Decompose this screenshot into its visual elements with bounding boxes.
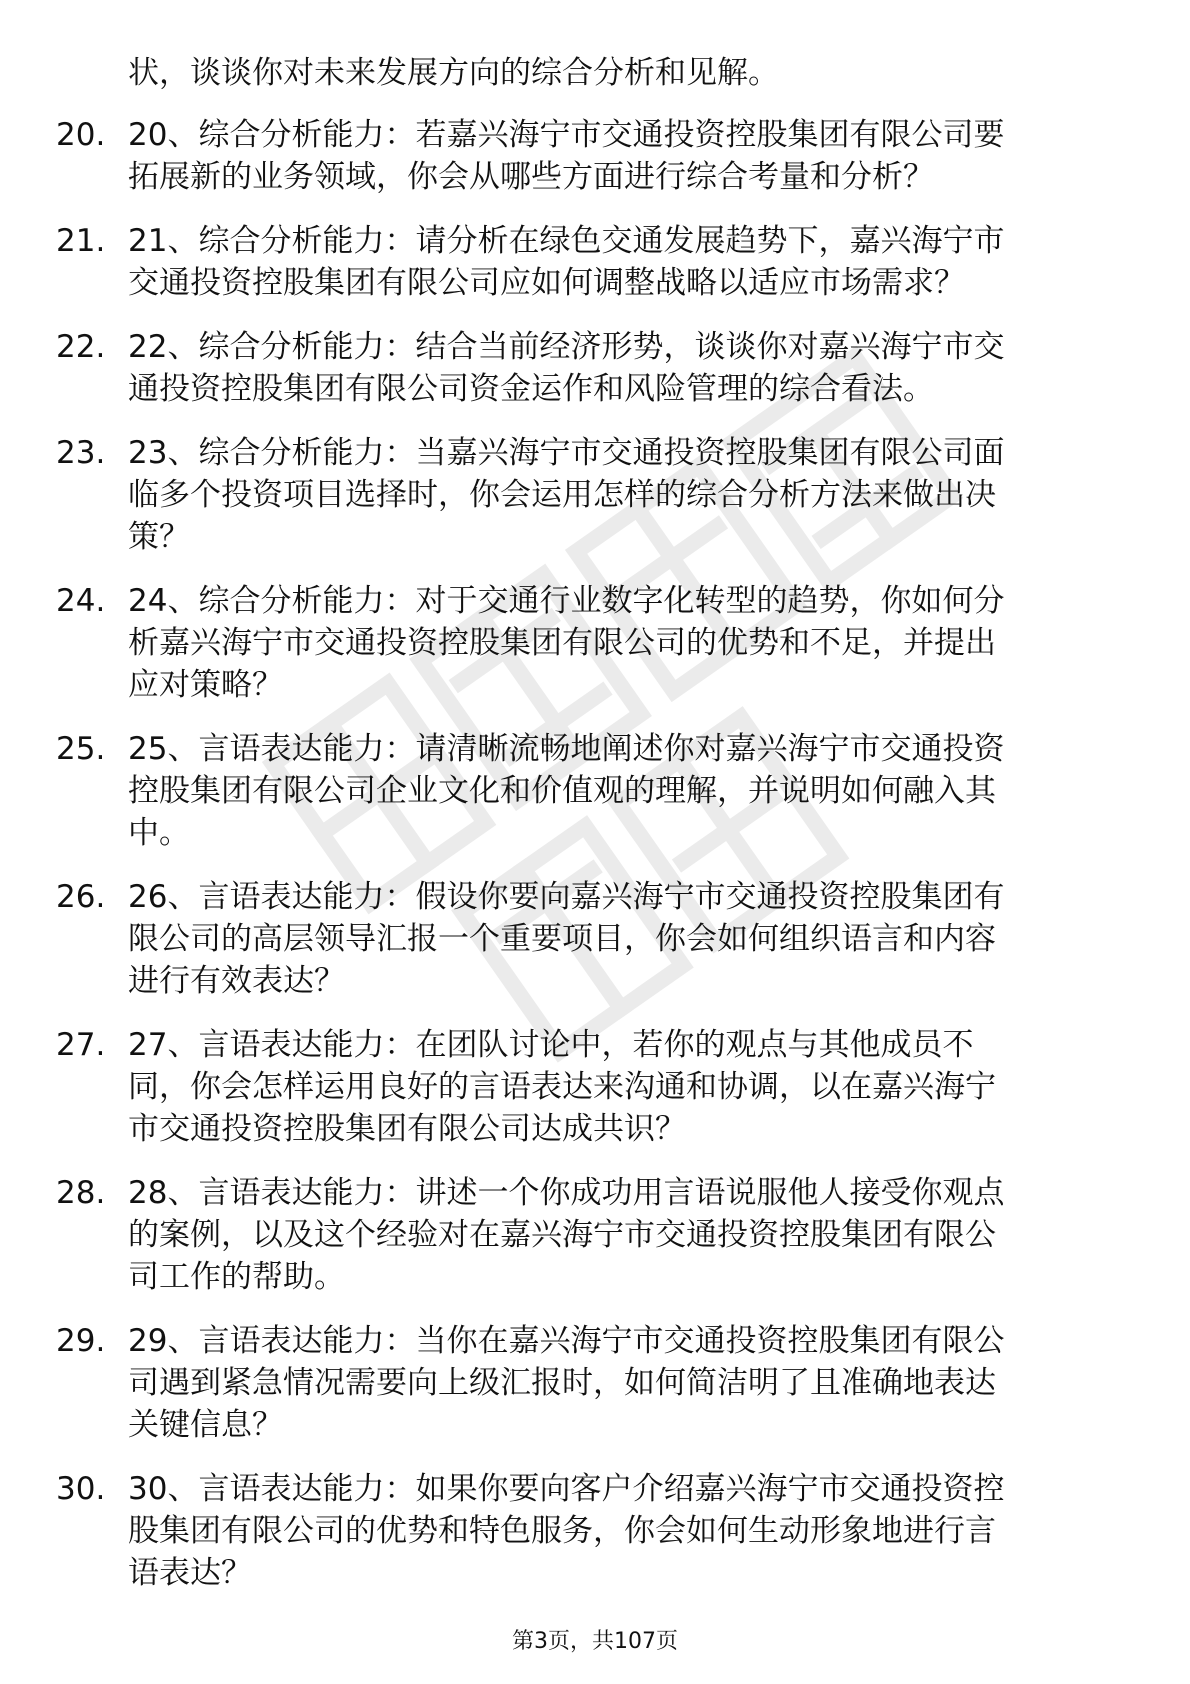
question-item [0,326,1190,410]
question-item [0,580,1190,706]
question-text-line: 临多个投资项目选择时，你会运用怎样的综合分析方法来做出决 [128,477,996,513]
question-item [0,876,1190,1002]
question-text-line: 拓展新的业务领域，你会从哪些方面进行综合考量和分析？ [128,159,934,195]
question-text-line: 的案例，以及这个经验对在嘉兴海宁市交通投资控股集团有限公 [128,1217,996,1253]
question-text [128,580,1118,706]
page-number-footer: 第3页，共107页 [512,1629,678,1654]
question-text-line: 通投资控股集团有限公司资金运作和风险管理的综合看法。 [128,371,934,407]
question-text-line: 中。 [128,815,190,851]
question-number: 23. [56,435,106,471]
question-text [128,114,1118,198]
question-list [0,114,1190,1616]
question-text-line: 23、综合分析能力：当嘉兴海宁市交通投资控股集团有限公司面 [128,435,1005,471]
question-text-line: 22、综合分析能力：结合当前经济形势，谈谈你对嘉兴海宁市交 [128,329,1005,365]
question-text [128,432,1118,558]
question-text-line: 司工作的帮助。 [128,1259,345,1295]
question-text-line: 关键信息？ [128,1407,283,1443]
question-item [0,114,1190,198]
question-text [128,1468,1118,1594]
question-item [0,1468,1190,1594]
intro-text: 状，谈谈你对未来发展方向的综合分析和见解。 [128,55,779,91]
question-number: 27. [56,1027,106,1063]
question-text-line: 语表达？ [128,1555,252,1591]
question-text-line: 控股集团有限公司企业文化和价值观的理解，并说明如何融入其 [128,773,996,809]
question-item [0,1172,1190,1298]
question-number: 21. [56,223,106,259]
question-number: 22. [56,329,106,365]
question-text [128,728,1118,854]
question-text [128,220,1118,304]
question-text-line: 25、言语表达能力：请清晰流畅地阐述你对嘉兴海宁市交通投资 [128,731,1005,767]
question-text-line: 司遇到紧急情况需要向上级汇报时，如何简洁明了且准确地表达 [128,1365,996,1401]
question-number: 20. [56,117,106,153]
question-number: 25. [56,731,106,767]
question-text-line: 市交通投资控股集团有限公司达成共识？ [128,1111,686,1147]
question-text [128,876,1118,1002]
question-number: 26. [56,879,106,915]
question-text-line: 析嘉兴海宁市交通投资控股集团有限公司的优势和不足，并提出 [128,625,996,661]
question-text-line: 24、综合分析能力：对于交通行业数字化转型的趋势，你如何分 [128,583,1005,619]
question-text-line: 股集团有限公司的优势和特色服务，你会如何生动形象地进行言 [128,1513,996,1549]
question-text-line: 同，你会怎样运用良好的言语表达来沟通和协调，以在嘉兴海宁 [128,1069,996,1105]
question-text [128,1172,1118,1298]
question-text-line: 策？ [128,519,190,555]
question-text-line: 21、综合分析能力：请分析在绿色交通发展趋势下，嘉兴海宁市 [128,223,1005,259]
question-item [0,220,1190,304]
question-text [128,1320,1118,1446]
question-item [0,728,1190,854]
question-text-line: 限公司的高层领导汇报一个重要项目，你会如何组织语言和内容 [128,921,996,957]
question-item [0,1024,1190,1150]
question-text-line: 28、言语表达能力：讲述一个你成功用言语说服他人接受你观点 [128,1175,1005,1211]
question-text-line: 29、言语表达能力：当你在嘉兴海宁市交通投资控股集团有限公 [128,1323,1005,1359]
question-text-line: 27、言语表达能力：在团队讨论中，若你的观点与其他成员不 [128,1027,974,1063]
question-text [128,1024,1118,1150]
question-number: 30. [56,1471,106,1507]
question-number: 28. [56,1175,106,1211]
question-item [0,1320,1190,1446]
question-text-line: 应对策略？ [128,667,283,703]
question-text-line: 交通投资控股集团有限公司应如何调整战略以适应市场需求？ [128,265,965,301]
question-number: 24. [56,583,106,619]
question-text-line: 26、言语表达能力：假设你要向嘉兴海宁市交通投资控股集团有 [128,879,1005,915]
question-number: 29. [56,1323,106,1359]
question-text-line: 进行有效表达？ [128,963,345,999]
question-text-line: 20、综合分析能力：若嘉兴海宁市交通投资控股集团有限公司要 [128,117,1005,153]
question-item [0,432,1190,558]
question-text [128,326,1118,410]
question-text-line: 30、言语表达能力：如果你要向客户介绍嘉兴海宁市交通投资控 [128,1471,1005,1507]
